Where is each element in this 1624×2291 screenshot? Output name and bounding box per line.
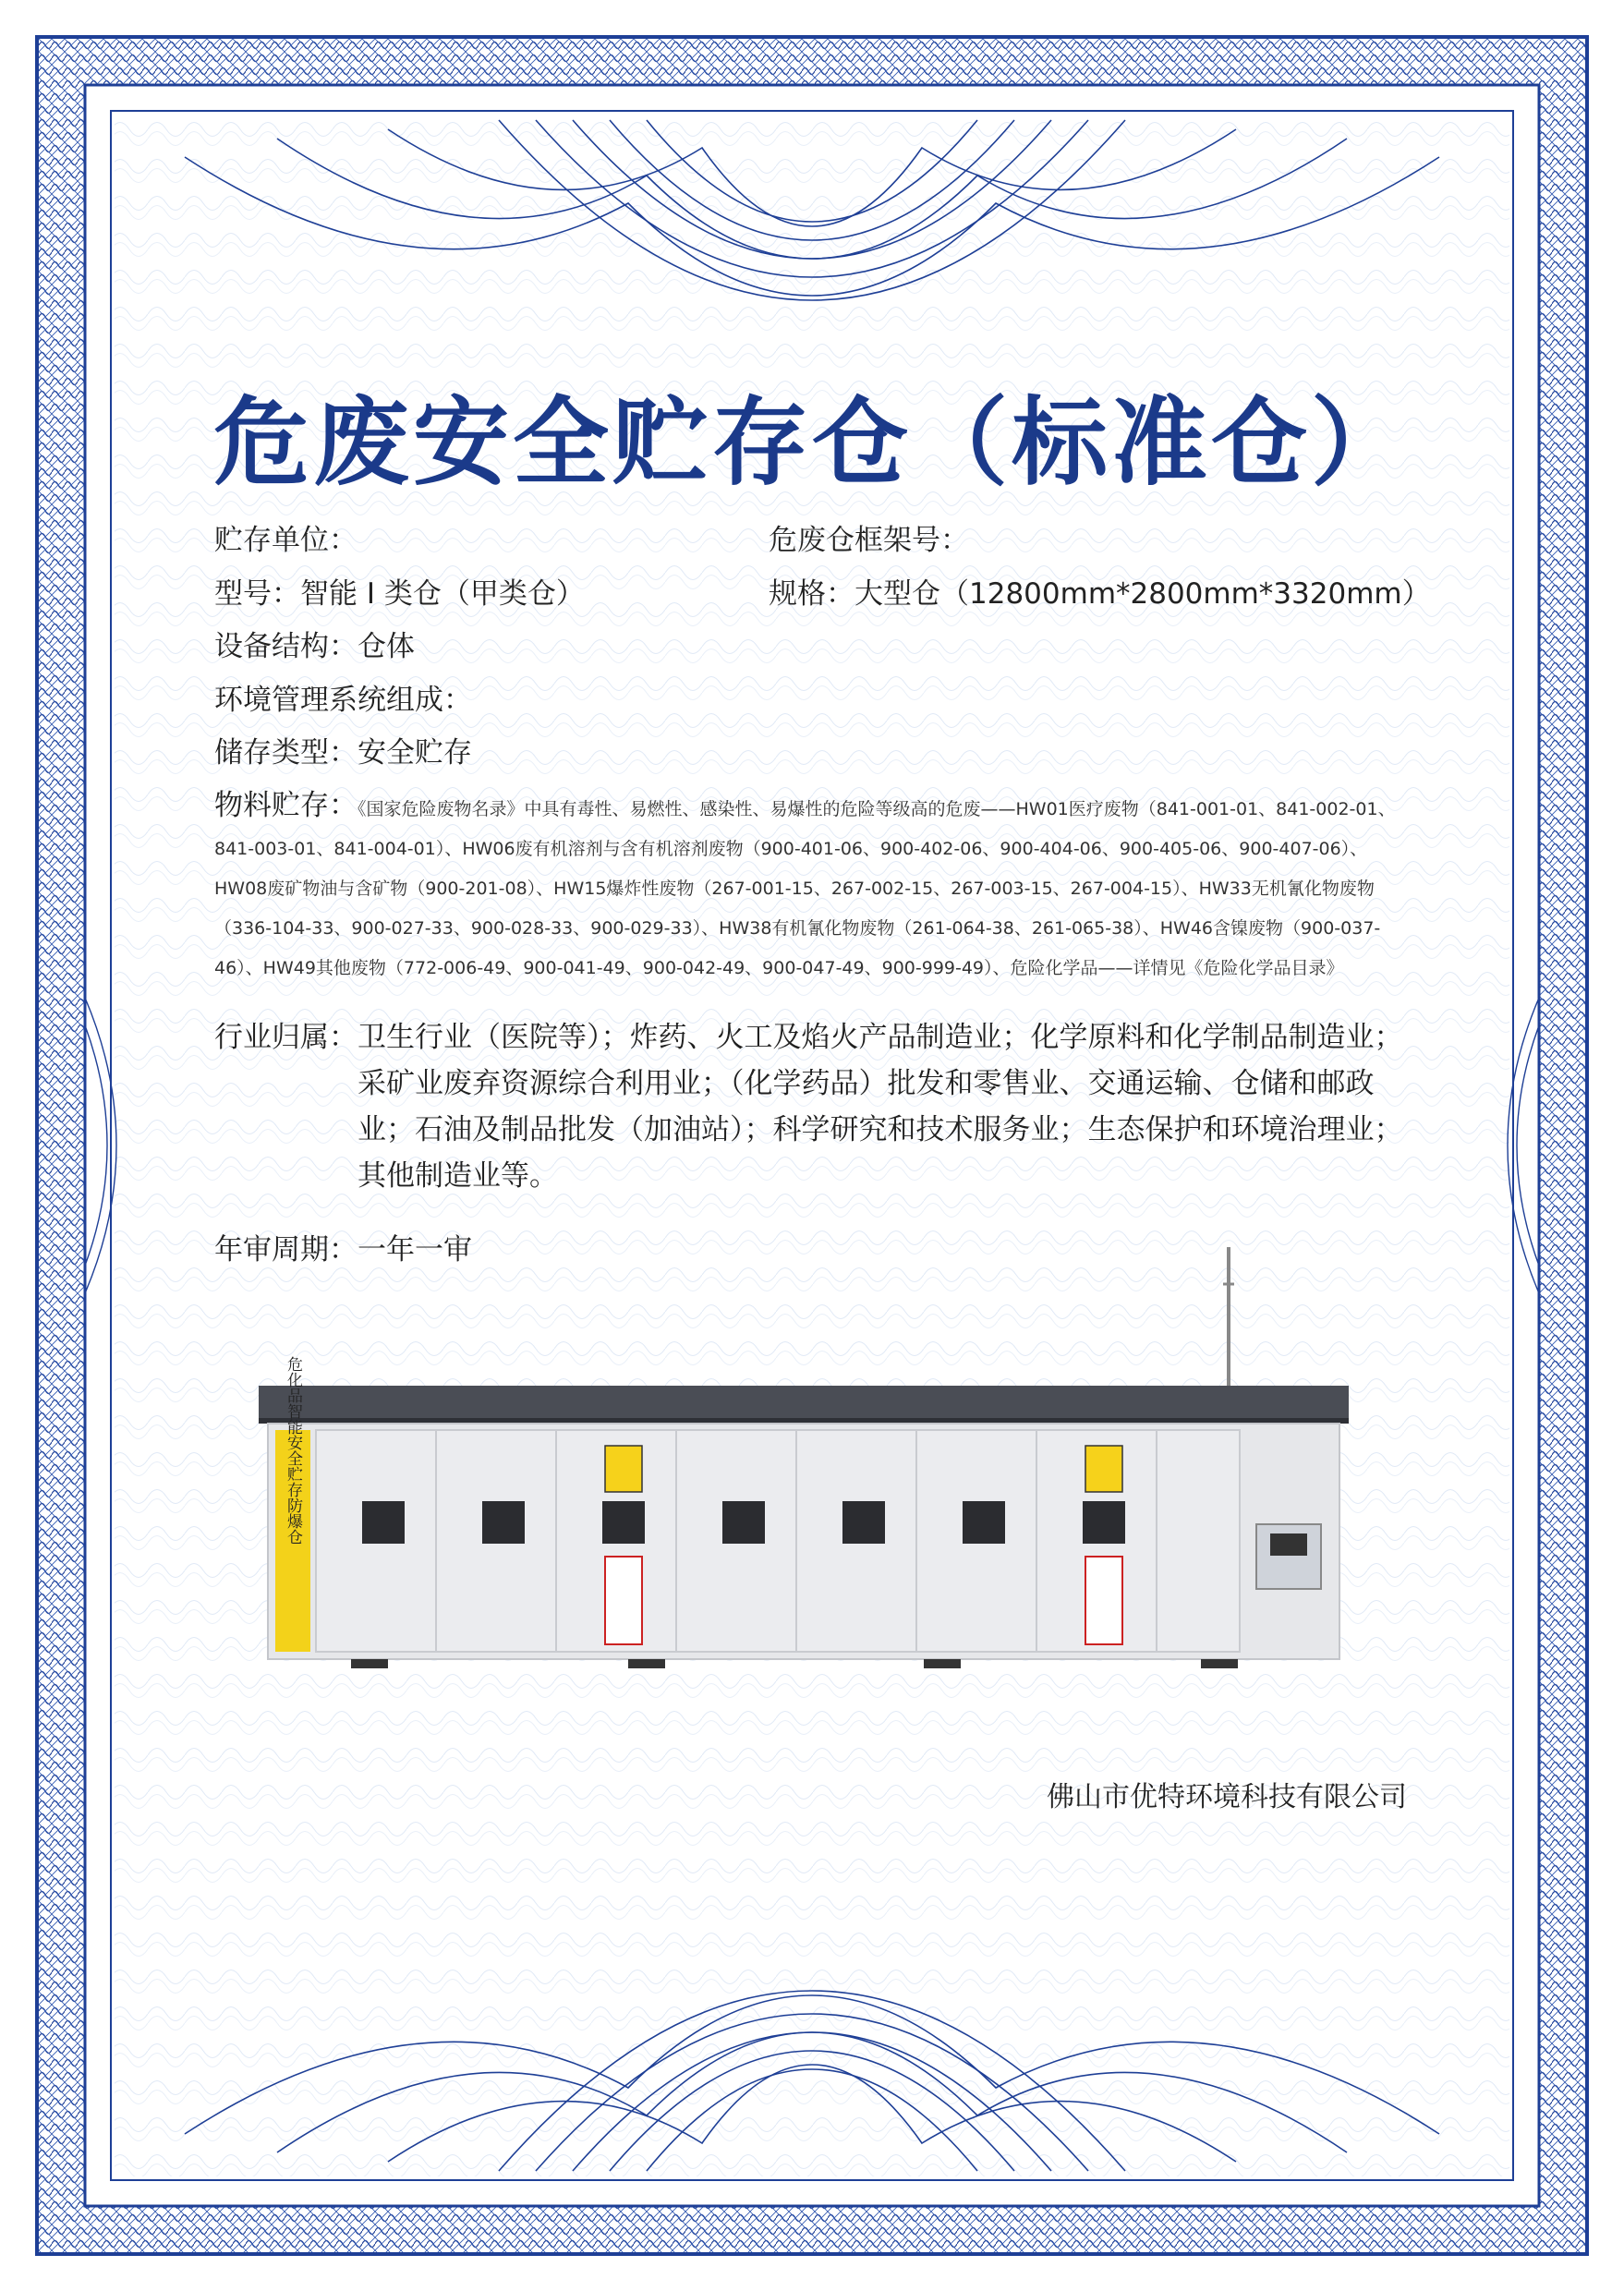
materials-value: 《国家危险废物名录》中具有毒性、易燃性、感染性、易爆性的危险等级高的危废——HW01医疗废物（841-001-01、841-002-01、841-003-01、841-004-01）、HW06废有机溶剂与含有机溶剂废物（900-401-06、900-402-06、900-404-06、900-405-06、900-407-06）、HW08废矿物油与含矿物（900-201-08）、HW15爆炸性废物（267-001-15、267-002-15、267-003-15、267-004-15）、HW33无机氰化物废物（336-104-33、900-027-33、900-028-33、900-029-33）、HW38有机氰化物废物（261-064-38、261-065-38）、HW46含镍废物（900-037-46）、HW49其他废物（772-006-49、900-041-49、900-042-49、900-047-49、900-999-49）、危险化学品——详情见《危险化学品目录》 [214,799,1396,978]
storage-cabinet-image [259,1219,1367,1672]
model-value: 智能 I 类仓（甲类仓） [300,577,585,611]
spec-label: 规格： [769,577,854,611]
industry-label: 行业归属： [214,1021,358,1054]
audit-cycle-value: 一年一审 [358,1233,472,1267]
storage-type-label: 储存类型： [214,736,358,770]
frame-number-field [769,522,969,559]
storage-type-value: 安全贮存 [358,736,472,770]
structure-field [214,628,415,665]
storage-type-field [214,734,472,771]
company-name: 佛山市优特环境科技有限公司 [1047,1781,1407,1813]
certificate-title: 危废安全贮存仓（标准仓） [212,385,1411,499]
audit-cycle-label: 年审周期： [214,1233,358,1267]
frame-number-label: 危废仓框架号： [769,524,969,557]
spec-value: 大型仓（12800mm*2800mm*3320mm） [854,577,1431,611]
storage-unit-label: 贮存单位： [214,524,358,557]
structure-value: 仓体 [358,630,415,663]
cabinet-side-label: 危化品智能安全贮存防爆仓 [284,1356,302,1545]
env-system-label: 环境管理系统组成： [214,684,472,717]
env-system-field [214,682,472,719]
storage-unit-field [214,522,358,559]
model-field [214,576,585,612]
model-label: 型号： [214,577,300,611]
materials-field [214,787,1415,986]
spec-field [769,576,1431,612]
industry-field [214,1014,1415,1199]
industry-value: 卫生行业（医院等）；炸药、火工及焰火产品制造业；化学原料和化学制品制造业；采矿业废弃资源综合利用业；（化学药品）批发和零售业、交通运输、仓储和邮政业；石油及制品批发（加油站）；科学研究和技术服务业；生态保护和环境治理业；其他制造业等。 [358,1021,1403,1193]
materials-label: 物料贮存： [214,789,358,822]
structure-label: 设备结构： [214,630,358,663]
